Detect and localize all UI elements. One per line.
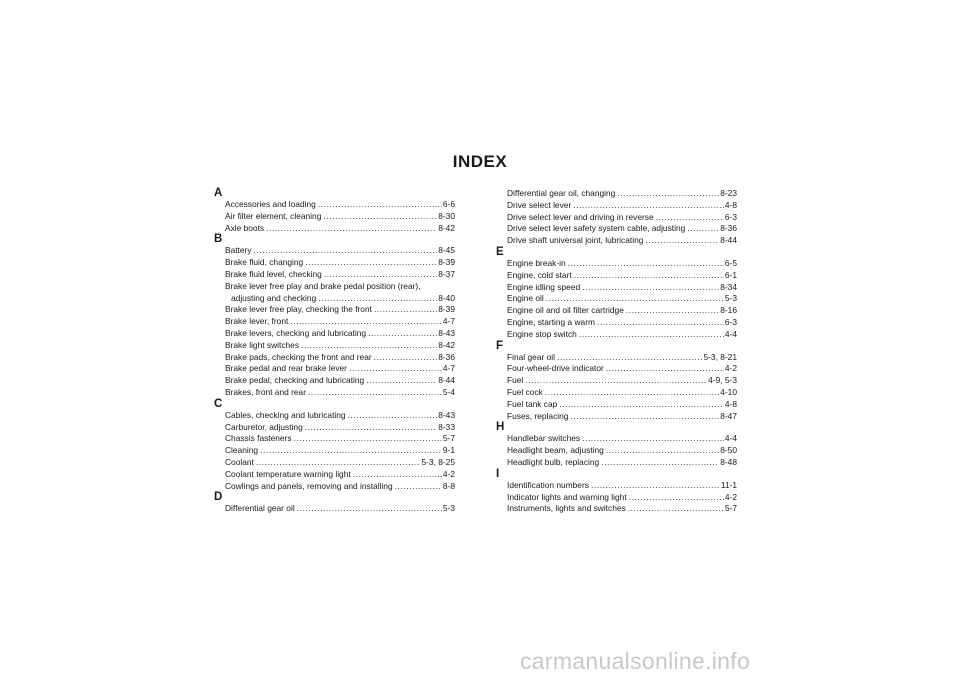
index-entry-page: 4-2 (724, 363, 737, 374)
dot-leader (353, 469, 442, 481)
index-entry-page: 4-4 (724, 433, 737, 444)
index-column-right (497, 188, 737, 515)
index-entry (497, 258, 737, 270)
index-entry-page: 8-8 (442, 480, 455, 491)
index-entry (497, 235, 737, 247)
index-entry-page: 4-4 (724, 328, 737, 339)
index-entry-page: 8-23 (720, 188, 737, 198)
index-entry-page: 8-36 (438, 351, 455, 362)
index-entry-text: Battery (225, 245, 252, 256)
index-section-letter: E (496, 245, 504, 258)
dot-leader (260, 445, 442, 457)
index-entry-page: 8-37 (438, 268, 455, 279)
dot-leader (256, 457, 421, 469)
index-entry-page: 8-44 (720, 235, 737, 246)
index-entry-text: Coolant (225, 456, 254, 467)
index-entry-page: 4-7 (442, 363, 455, 374)
dot-leader (629, 492, 724, 504)
index-entry (215, 269, 455, 281)
index-entry-page: 8-16 (720, 305, 737, 316)
index-entry-page: 8-42 (438, 222, 455, 233)
dot-leader (656, 212, 724, 224)
index-entry-page: 6-1 (724, 269, 737, 280)
index-entry-text: Coolant temperature warning light (225, 468, 351, 479)
index-entry-text: Engine, cold start (507, 269, 572, 280)
index-entry (497, 433, 737, 445)
index-entry-text: Cables, checking and lubricating (225, 409, 346, 420)
index-entry (215, 293, 455, 305)
index-entry-page: 5-7 (724, 503, 737, 514)
index-entry-text: Fuel cock (507, 386, 543, 397)
dot-leader (579, 329, 724, 341)
dot-leader (606, 445, 719, 457)
index-entry-text: Identification numbers (507, 479, 589, 490)
index-entry-page: 4-8 (724, 199, 737, 210)
index-entry-page: 11-1 (720, 479, 737, 490)
index-entry (497, 492, 737, 504)
index-entry-text: Headlight bulb, replacing (507, 456, 600, 467)
index-entry (215, 387, 455, 399)
index-entry (497, 445, 737, 457)
index-entry-text: Accessories and loading (225, 199, 316, 209)
index-entry (215, 211, 455, 223)
index-entry-text: Brake pads, checking the front and rear (225, 351, 372, 362)
index-entry-text: Engine oil and oil filter cartridge (507, 305, 624, 316)
dot-leader (318, 293, 437, 305)
index-entry (497, 270, 737, 282)
index-entry-page: 8-30 (438, 210, 455, 221)
index-entry-page: 5-3 (724, 293, 737, 304)
index-section-letter: H (496, 421, 505, 434)
index-entry-text: Brake lever free play and brake pedal position (rear), (225, 280, 421, 291)
index-entry (497, 200, 737, 212)
index-entry-page: 4-7 (442, 316, 455, 327)
dot-leader (545, 387, 719, 399)
dot-leader (266, 223, 437, 235)
index-entry-text: Drive shaft universal joint, lubricating (507, 235, 644, 246)
watermark: carmanualsonline.info (520, 648, 751, 674)
index-entry-text: Chassis fasteners (225, 433, 292, 444)
dot-leader (366, 375, 437, 387)
index-entry-text: Handlebar switches (507, 433, 581, 444)
dot-leader (297, 503, 442, 515)
dot-leader (348, 410, 438, 422)
index-entry-text: Air filter element, cleaning (225, 210, 322, 221)
index-entry-text: Brake fluid, changing (225, 257, 304, 268)
dot-leader (628, 503, 724, 515)
index-entry-page: 9-1 (442, 445, 455, 456)
index-entry-page: 5-3 (442, 503, 455, 514)
index-entry (497, 399, 737, 411)
index-entry-text: Engine stop switch (507, 328, 577, 339)
index-entry (215, 363, 455, 375)
index-entry-text: Fuel tank cap (507, 398, 558, 409)
index-entry-text: Brake light switches (225, 339, 300, 350)
index-entry-page: 8-39 (438, 257, 455, 268)
index-entry-text: Headlight beam, adjusting (507, 445, 604, 456)
index-entry-page: 8-44 (438, 375, 455, 386)
index-entry-text: adjusting and checking (231, 292, 317, 303)
dot-leader (323, 211, 437, 223)
dot-leader (645, 235, 719, 247)
dot-leader (557, 352, 703, 364)
index-entry-page: 5-7 (442, 433, 455, 444)
index-entry-text: Brake pedal and rear brake lever (225, 363, 347, 374)
index-entry-text: Brakes, front and rear (225, 386, 306, 397)
dot-leader (308, 387, 442, 399)
index-entry (497, 411, 737, 423)
index-entry-text: Carburetor, adjusting (225, 421, 303, 432)
index-entry (215, 352, 455, 364)
dot-leader (601, 457, 719, 469)
index-entry (215, 316, 455, 328)
index-entry (497, 293, 737, 305)
index-entry (215, 304, 455, 316)
index-entry (215, 257, 455, 269)
index-entry (497, 212, 737, 224)
index-entry-page: 8-40 (438, 292, 455, 303)
index-entry-text: Drive select lever safety system cable, adjusting (507, 223, 686, 234)
index-entry (215, 457, 455, 469)
index-entry-page: 4-9, 5-3 (708, 375, 737, 386)
dot-leader (254, 245, 438, 257)
index-entry-text: Drive select lever and driving in reverse (507, 211, 654, 222)
index-entry (497, 305, 737, 317)
index-entry-text: Differential gear oil (225, 503, 295, 514)
index-column-left (215, 188, 455, 515)
dot-leader (395, 481, 442, 493)
index-entry (497, 188, 737, 200)
dot-leader (597, 317, 724, 329)
dot-leader (617, 188, 719, 200)
index-entry-text: Fuel (507, 375, 524, 386)
index-entry-text: Brake fluid level, checking (225, 268, 322, 279)
index-entry (215, 223, 455, 235)
index-entry-page: 8-45 (438, 245, 455, 256)
dot-leader (324, 269, 437, 281)
dot-leader (573, 200, 724, 212)
index-entry-text: Drive select lever (507, 199, 572, 210)
index-entry (215, 199, 455, 211)
index-entry-text: Four-wheel-drive indicator (507, 363, 604, 374)
dot-leader (301, 340, 437, 352)
index-entry-page: 8-50 (720, 445, 737, 456)
index-entry (497, 503, 737, 515)
dot-leader (606, 363, 724, 375)
index-entry-page: 8-42 (438, 339, 455, 350)
index-entry-page: 6-6 (442, 199, 455, 209)
dot-leader (582, 282, 719, 294)
index-entry (497, 352, 737, 364)
dot-leader (687, 223, 719, 235)
index-entry (215, 328, 455, 340)
index-entry (215, 340, 455, 352)
index-entry-text: Cleaning (225, 445, 259, 456)
index-entry (497, 457, 737, 469)
index-section-letter: A (214, 187, 223, 199)
dot-leader (368, 328, 437, 340)
dot-leader (294, 433, 442, 445)
dot-leader (574, 270, 724, 282)
dot-leader (568, 258, 724, 270)
dot-leader (570, 411, 719, 423)
index-section-letter: B (214, 233, 223, 246)
index-entry (497, 363, 737, 375)
dot-leader (582, 433, 724, 445)
dot-leader (525, 375, 707, 387)
index-entry (497, 329, 737, 341)
index-entry-text: Differential gear oil, changing (507, 188, 616, 198)
index-entry-page: 4-2 (724, 491, 737, 502)
index-entry (215, 481, 455, 493)
index-entry-text: Brake lever free play, checking the front (225, 304, 372, 315)
index-entry-text: Instruments, lights and switches (507, 503, 626, 514)
index-entry (215, 245, 455, 257)
index-entry-text: Fuses, replacing (507, 410, 569, 421)
index-entry (497, 223, 737, 235)
index-entry-page: 6-5 (724, 257, 737, 268)
index-entry (497, 375, 737, 387)
index-entry (215, 410, 455, 422)
dot-leader (318, 199, 442, 211)
index-entry (215, 445, 455, 457)
index-entry-text: Engine, starting a warm (507, 316, 595, 327)
index-entry-page: 8-43 (438, 409, 455, 420)
index-section-letter: C (214, 397, 223, 410)
index-section-letter: D (214, 491, 223, 504)
index-entry-text: Brake levers, checking and lubricating (225, 327, 367, 338)
index-entry (497, 317, 737, 329)
index-entry-page: 8-34 (720, 281, 737, 292)
page-title: INDEX (452, 152, 508, 171)
index-entry-page: 4-10 (720, 386, 737, 397)
index-entry-page: 6-3 (724, 316, 737, 327)
dot-leader (349, 363, 442, 375)
dot-leader (374, 304, 437, 316)
index-entry (215, 422, 455, 434)
dot-leader (591, 480, 720, 492)
index-entry-text: Cowlings and panels, removing and installing (225, 480, 393, 491)
dot-leader (559, 399, 724, 411)
index-entry-text: Engine idling speed (507, 281, 581, 292)
index-entry-page: 5-3, 8-21 (703, 351, 737, 362)
index-entry-text: Axle boots (225, 222, 265, 233)
index-entry (497, 387, 737, 399)
index-entry-page: 8-48 (720, 456, 737, 467)
dot-leader (626, 305, 719, 317)
index-entry-page: 5-4 (442, 386, 455, 397)
index-entry-page: 8-33 (438, 421, 455, 432)
index-entry-page: 8-39 (438, 304, 455, 315)
index-entry-text: Engine oil (507, 293, 544, 304)
dot-leader (374, 352, 438, 364)
index-entry-page: 8-47 (720, 410, 737, 421)
index-entry-page: 5-3, 8-25 (421, 456, 455, 467)
index-entry-page: 6-3 (724, 211, 737, 222)
index-entry (215, 469, 455, 481)
index-entry (215, 503, 455, 515)
index-entry-text: Indicator lights and warning light (507, 491, 627, 502)
dot-leader (546, 293, 724, 305)
index-entry-text: Final gear oil (507, 351, 555, 362)
index-section-letter: I (496, 467, 500, 480)
index-entry (497, 480, 737, 492)
dot-leader (290, 316, 442, 328)
index-entry-text: Brake lever, front (225, 316, 289, 327)
index-entry (497, 282, 737, 294)
index-entry-page: 8-36 (720, 223, 737, 234)
dot-leader (305, 422, 437, 434)
index-entry (215, 375, 455, 387)
index-entry-text: Brake pedal, checking and lubricating (225, 375, 365, 386)
index-entry (215, 433, 455, 445)
index-entry-page: 8-43 (438, 327, 455, 338)
dot-leader (305, 257, 437, 269)
index-section-letter: F (496, 339, 504, 352)
index-entry-page: 4-8 (724, 398, 737, 409)
index-entry-text: Engine break-in (507, 257, 566, 268)
index-entry-page: 4-2 (442, 468, 455, 479)
